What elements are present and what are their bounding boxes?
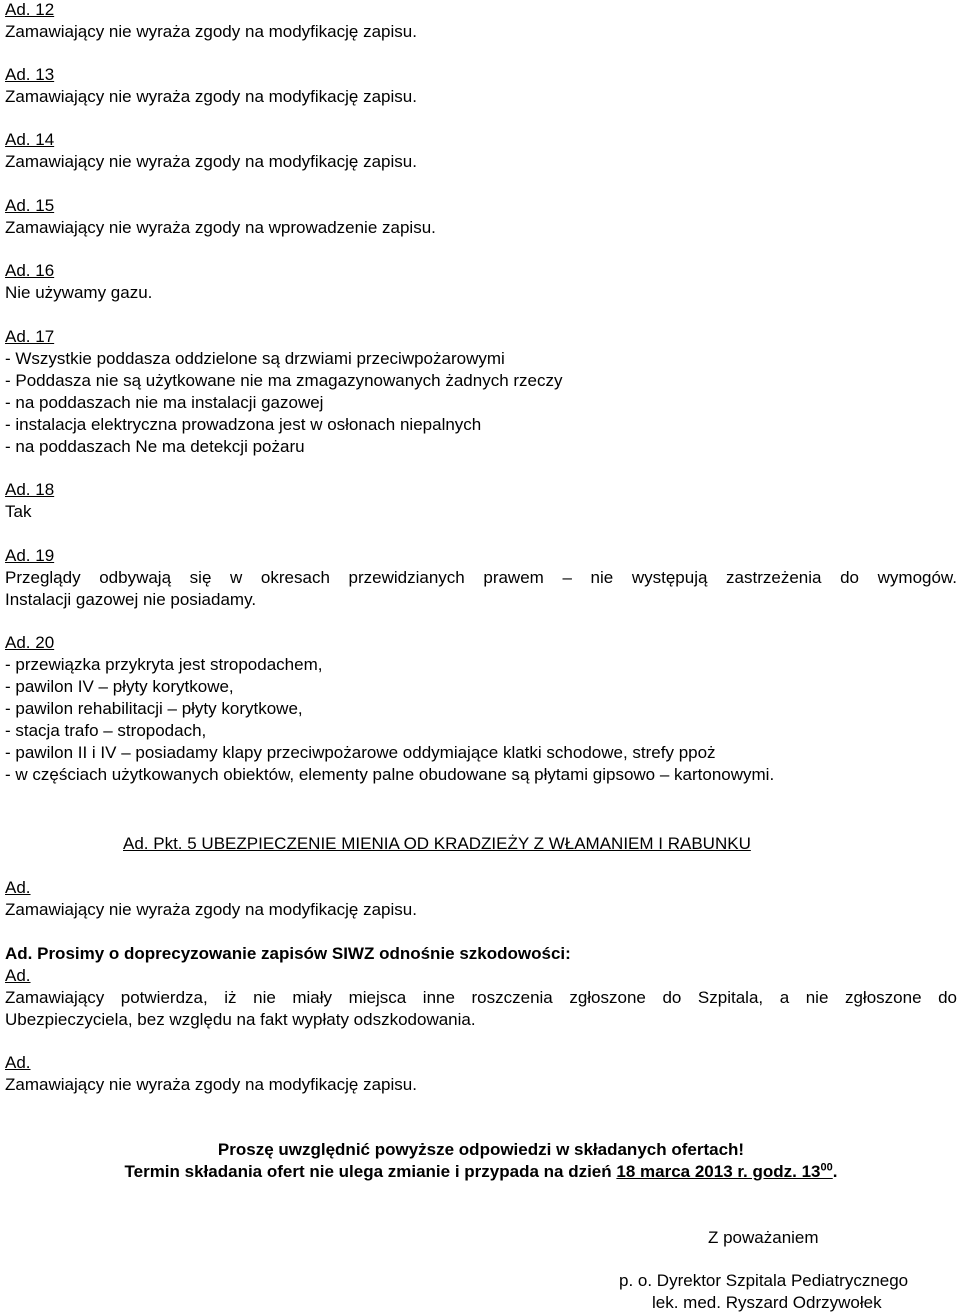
item-head-14: Ad. 14 — [5, 130, 55, 149]
signature-greeting: Z poważaniem — [708, 1228, 819, 1247]
item-head-18: Ad. 18 — [5, 480, 55, 499]
ad20-line: - w częściach użytkowanych obiektów, elementy palne obudowane są płytami gipsowo – kartonowymi. — [5, 765, 775, 784]
s2-head: Ad. — [5, 966, 31, 985]
s1-head: Ad. — [5, 878, 31, 897]
signature-title: p. o. Dyrektor Szpitala Pediatrycznego — [619, 1271, 909, 1290]
item-text-16: Nie używamy gazu. — [5, 283, 153, 302]
item-text-18: Tak — [5, 502, 32, 521]
closing-time-minutes: 00 — [820, 1161, 833, 1174]
item-head-16: Ad. 16 — [5, 261, 55, 280]
ad20-line: - pawilon II i IV – posiadamy klapy przeciwpożarowe oddymiające klatki schodowe, strefy ppoż — [5, 743, 716, 762]
ad20-line: - przewiązka przykryta jest stropodachem, — [5, 655, 323, 674]
s2-line: Zamawiający potwierdza, iż nie miały miejsca inne roszczenia zgłoszone do Szpitala, a nie zgłoszone do — [5, 988, 957, 1007]
item-head-20: Ad. 20 — [5, 633, 55, 652]
item-head-19: Ad. 19 — [5, 546, 55, 565]
closing-line-1: Proszę uwzględnić powyższe odpowiedzi w składanych ofertach! — [217, 1140, 745, 1159]
s3-text: Zamawiający nie wyraża zgody na modyfikację zapisu. — [5, 1075, 417, 1094]
closing-date-text: 18 marca 2013 r. godz. 13 — [616, 1162, 821, 1181]
s2-line: Ubezpieczyciela, bez względu na fakt wypłaty odszkodowania. — [5, 1010, 476, 1029]
item-text-13: Zamawiający nie wyraża zgody na modyfikację zapisu. — [5, 87, 417, 106]
closing-date — [616, 1162, 832, 1181]
ad17-line: - na poddaszach Ne ma detekcji pożaru — [5, 437, 305, 456]
item-head-15: Ad. 15 — [5, 196, 55, 215]
s3-head: Ad. — [5, 1053, 31, 1072]
ad17-line: - Poddasza nie są użytkowane nie ma zmagazynowanych żadnych rzeczy — [5, 371, 563, 390]
ad20-line: - stacja trafo – stropodach, — [5, 721, 207, 740]
ad20-line: - pawilon rehabilitacji – płyty korytkowe, — [5, 699, 303, 718]
ad17-line: - instalacja elektryczna prowadzona jest w osłonach niepalnych — [5, 415, 482, 434]
item-head-12: Ad. 12 — [5, 0, 55, 19]
s1-text: Zamawiający nie wyraża zgody na modyfikację zapisu. — [5, 900, 417, 919]
closing-text: Termin składania ofert nie ulega zmianie i przypada na dzień — [124, 1162, 617, 1181]
item-head-13: Ad. 13 — [5, 65, 55, 84]
ad19-line: Instalacji gazowej nie posiadamy. — [5, 590, 257, 609]
ad19-line: Przeglądy odbywają się w okresach przewidzianych prawem – nie występują zastrzeżenia do wymogów. — [5, 568, 957, 587]
signature-name: lek. med. Ryszard Odrzywołek — [652, 1293, 882, 1312]
ad17-line: - na poddaszach nie ma instalacji gazowej — [5, 393, 324, 412]
item-text-14: Zamawiający nie wyraża zgody na modyfikację zapisu. — [5, 152, 417, 171]
ad20-line: - pawilon IV – płyty korytkowe, — [5, 677, 234, 696]
closing-end: . — [832, 1162, 838, 1181]
item-text-12: Zamawiający nie wyraża zgody na modyfikację zapisu. — [5, 22, 417, 41]
item-text-15: Zamawiający nie wyraża zgody na wprowadzenie zapisu. — [5, 218, 436, 237]
closing-line-2 — [5, 1162, 957, 1182]
item-head-17: Ad. 17 — [5, 327, 55, 346]
section-title: Ad. Pkt. 5 UBEZPIECZENIE MIENIA OD KRADZIEŻY Z WŁAMANIEM I RABUNKU — [123, 834, 751, 853]
s2-question: Ad. Prosimy o doprecyzowanie zapisów SIWZ odnośnie szkodowości: — [5, 944, 571, 963]
ad17-line: - Wszystkie poddasza oddzielone są drzwiami przeciwpożarowymi — [5, 349, 505, 368]
